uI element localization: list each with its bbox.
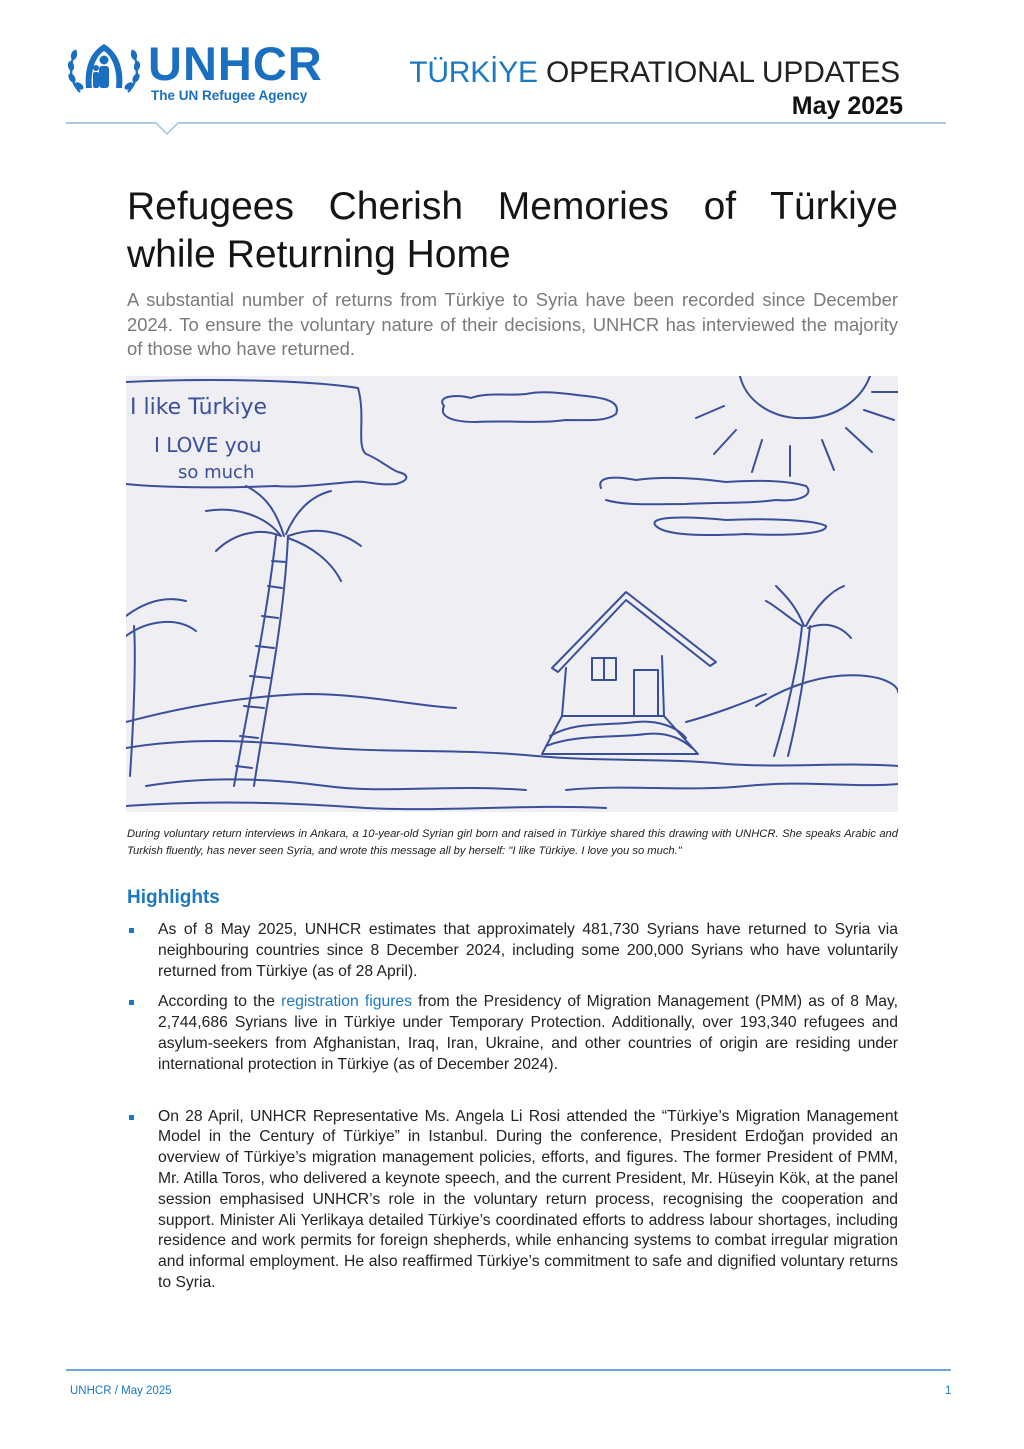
bullet-icon xyxy=(129,1000,134,1005)
highlight-text: On 28 April, UNHCR Representative Ms. Angela Li Rosi attended the “Türkiye’s Migration Management Model in the Century of Türkiye” in Istanbul. During the conference, President Erdoğan provided an overview of Türkiye’s migration management policies, efforts, and figures. The former President of PMM, Mr. Atilla Toros, who delivered a keynote speech, and the current President, Mr. Hüseyin Kök, at the panel session emphasised UNHCR’s role in the voluntary return process, recognising the cooperation and support. Minister Ali Yerlikaya detailed Türkiye’s coordinated efforts to address labour shortages, including residence and work permits for foreign shepherds, while enhancing systems to combat irregular migration and informal employment. He also reaffirmed Türkiye’s commitment to safe and dignified voluntary returns to Syria. xyxy=(158,1107,898,1291)
registration-figures-link[interactable]: registration figures xyxy=(281,993,412,1011)
footer-divider xyxy=(66,1369,951,1371)
logo-tagline: The UN Refugee Agency xyxy=(151,88,308,103)
wave-2 xyxy=(566,784,898,790)
highlight-text-after-link: from the Presidency of Migration Management (PMM) as of 8 May, 2,744,686 Syrians live in Türkiye under Temporary Protection. Additionally, over 193,340 refugees and asylum-seekers from Afghanistan, Iraq, Iran, Ukraine, and other countries of origin are residing under international protection in Türkiye (as of December 2024). xyxy=(158,993,898,1073)
hill-left xyxy=(126,694,456,722)
highlights-list xyxy=(127,920,898,1294)
image-caption: During voluntary return interviews in Ankara, a 10-year-old Syrian girl born and raised in Türkiye shared this drawing with UNHCR. She speaks Arabic and Turkish fluently, has never seen Syria, and wrote this message all by herself: "I like Türkiye. I love you so much." xyxy=(127,828,898,857)
house-walls xyxy=(562,656,664,716)
page-number: 1 xyxy=(945,1385,952,1397)
drawing-text-line2: I LOVE you xyxy=(154,433,262,457)
header-notch-icon xyxy=(155,121,179,137)
report-date: May 2025 xyxy=(791,92,903,120)
wave-3 xyxy=(126,802,606,809)
footer-source: UNHCR / May 2025 xyxy=(70,1385,172,1397)
child-drawing-image xyxy=(126,376,898,812)
bullet-icon xyxy=(129,928,134,933)
highlight-item xyxy=(127,992,898,1075)
logo-wordmark: UNHCR xyxy=(148,37,323,90)
highlight-item xyxy=(127,920,898,982)
highlight-item xyxy=(127,1107,898,1294)
report-title-rest: OPERATIONAL UPDATES xyxy=(537,56,900,89)
highlight-text-before-link: According to the xyxy=(158,993,282,1011)
report-title-country: TÜRKİYE xyxy=(409,56,538,89)
house-roof xyxy=(552,592,716,672)
palm-trunk-left xyxy=(234,536,288,786)
header-divider xyxy=(66,122,946,124)
drawing-text-line3: so much xyxy=(178,462,255,483)
cloud-3 xyxy=(654,518,826,536)
hill-right xyxy=(756,675,898,706)
wave-1 xyxy=(146,779,526,790)
drawing-illustration xyxy=(126,376,898,812)
highlight-text: As of 8 May 2025, UNHCR estimates that approximately 481,730 Syrians have returned to Syria via neighbouring countries since 8 December 2024, including some 200,000 Syrians who have voluntarily returned from Türkiye (as of 28 April). xyxy=(158,921,898,980)
house-door xyxy=(634,670,658,716)
article-intro: A substantial number of returns from Türkiye to Syria have been recorded since December 2024. To ensure the voluntary nature of their decisions, UNHCR has interviewed the majority of those who have returned. xyxy=(127,289,898,359)
highlights-heading: Highlights xyxy=(127,887,220,908)
unhcr-emblem-icon xyxy=(66,38,142,102)
unhcr-logo xyxy=(66,38,341,102)
sun xyxy=(740,376,870,418)
article-title: Refugees Cherish Memories of Türkiye while Returning Home xyxy=(127,185,898,276)
drawing-text-line1: I like Türkiye xyxy=(130,395,268,420)
report-title xyxy=(409,56,900,90)
bullet-icon xyxy=(129,1115,134,1120)
cloud-1 xyxy=(442,392,617,422)
cloud-2 xyxy=(600,478,808,505)
